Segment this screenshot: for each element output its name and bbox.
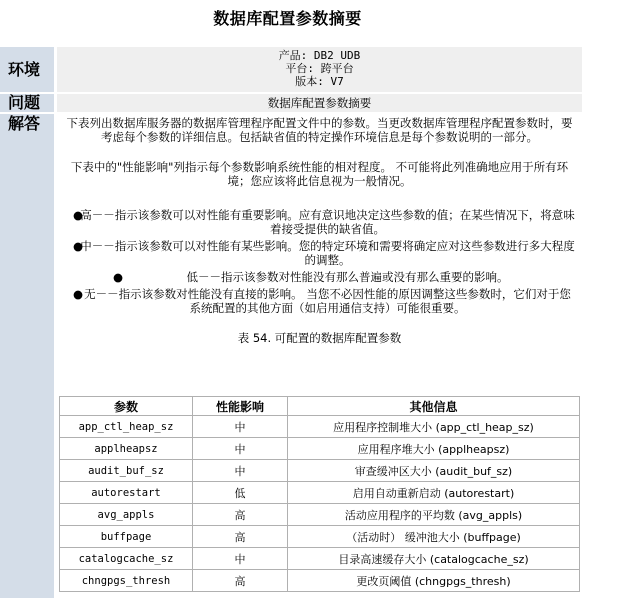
table-caption: 表 54. 可配置的数据库配置参数 <box>237 331 402 345</box>
parameter-cell: applheapsz <box>60 438 193 460</box>
answer-paragraph-1: 下表列出数据库服务器的数据库管理程序配置文件中的参数。当更改数据库管理程序配置参数时，要考虑每个参数的详细信息。包括缺省值的特定操作环境信息是每个参数说明的一部分。 <box>66 116 573 144</box>
column-header-parameter: 参数 <box>60 397 193 416</box>
table-row <box>60 482 580 504</box>
table-row <box>60 548 580 570</box>
table-header-row <box>60 397 580 416</box>
column-header-performance: 性能影响 <box>193 397 288 416</box>
table-row <box>60 570 580 592</box>
parameters-table <box>59 396 580 592</box>
question-text: 数据库配置参数摘要 <box>267 96 372 110</box>
parameter-cell: audit_buf_sz <box>60 460 193 482</box>
info-link[interactable]: 目录高速缓存大小 (catalogcache_sz) <box>288 548 580 570</box>
environment-row <box>0 47 582 92</box>
impact-list <box>57 208 582 315</box>
question-label: 问题 <box>0 94 54 112</box>
parameter-cell: catalogcache_sz <box>60 548 193 570</box>
impact-cell: 中 <box>193 438 288 460</box>
product-text: 产品: DB2 UDB <box>278 49 361 62</box>
parameter-cell: buffpage <box>60 526 193 548</box>
parameter-cell: autorestart <box>60 482 193 504</box>
impact-item-high: ● 高－－指示该参数可以对性能有重要影响。应有意识地决定这些参数的值；在某些情况下，将意味着接受提供的缺省值。 <box>73 208 575 236</box>
column-header-info: 其他信息 <box>288 397 580 416</box>
table-row <box>60 416 580 438</box>
impact-item-low: ● 低－－指示该参数对性能没有那么普遍或没有那么重要的影响。 <box>113 270 509 284</box>
platform-text: 平台: 跨平台 <box>285 62 354 75</box>
parameter-cell: avg_appls <box>60 504 193 526</box>
info-link[interactable]: 应用程序堆大小 (applheapsz) <box>288 438 580 460</box>
environment-content <box>57 47 582 92</box>
impact-cell: 中 <box>193 548 288 570</box>
table-row <box>60 526 580 548</box>
table-row <box>60 460 580 482</box>
environment-label: 环境 <box>0 47 54 92</box>
impact-cell: 高 <box>193 570 288 592</box>
page-title: 数据库配置参数摘要 <box>213 9 362 28</box>
impact-cell: 高 <box>193 504 288 526</box>
info-link[interactable]: （活动时） 缓冲池大小 (buffpage) <box>288 526 580 548</box>
parameter-cell: chngpgs_thresh <box>60 570 193 592</box>
impact-cell: 中 <box>193 460 288 482</box>
impact-cell: 高 <box>193 526 288 548</box>
answer-paragraph-2: 下表中的"性能影响"列指示每个参数影响系统性能的相对程度。 不可能将此列准确地应用于所有环境；您应该将此信息视为一般情况。 <box>70 160 569 188</box>
answer-label: 解答 <box>0 114 54 598</box>
impact-cell: 中 <box>193 416 288 438</box>
table-row <box>60 504 580 526</box>
table-row <box>60 438 580 460</box>
impact-cell: 低 <box>193 482 288 504</box>
question-content <box>57 94 582 112</box>
parameter-cell: app_ctl_heap_sz <box>60 416 193 438</box>
question-row <box>0 94 582 112</box>
info-link[interactable]: 应用程序控制堆大小 (app_ctl_heap_sz) <box>288 416 580 438</box>
impact-item-medium: ● 中－－指示该参数可以对性能有某些影响。您的特定环境和需要将确定应对这些参数进行多大程度的调整。 <box>73 239 575 267</box>
version-text: 版本: V7 <box>295 75 344 88</box>
impact-item-none: ● 无－－指示该参数对性能没有直接的影响。 当您不必因性能的原因调整这些参数时，它们对于您系统配置的其他方面（如启用通信支持）可能很重要。 <box>73 287 571 315</box>
info-link[interactable]: 启用自动重新启动 (autorestart) <box>288 482 580 504</box>
info-link[interactable]: 审查缓冲区大小 (audit_buf_sz) <box>288 460 580 482</box>
info-link[interactable]: 活动应用程序的平均数 (avg_appls) <box>288 504 580 526</box>
info-link[interactable]: 更改页阈值 (chngpgs_thresh) <box>288 570 580 592</box>
